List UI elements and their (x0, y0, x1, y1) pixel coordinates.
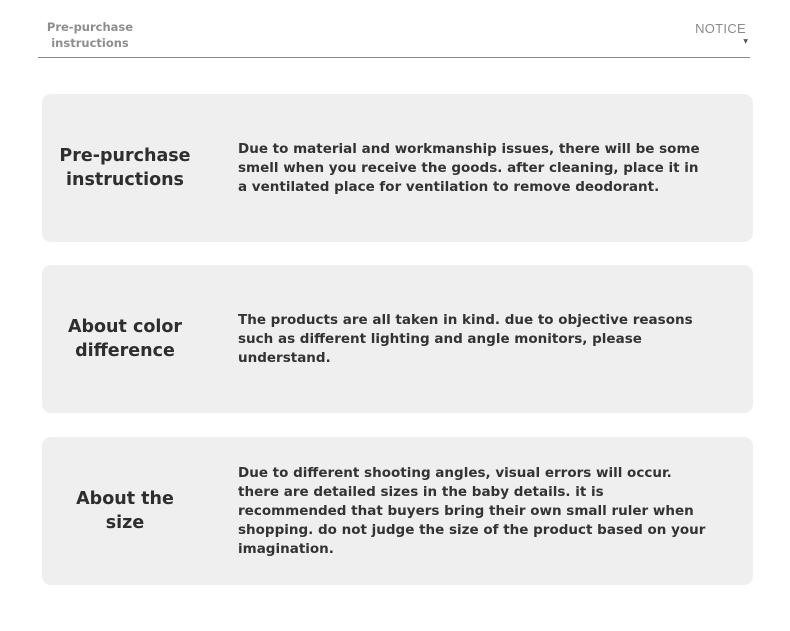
card-about-the-size (42, 437, 753, 585)
card-title-text: Pre-purchase instructions (59, 146, 191, 190)
card-text: Due to material and workmanship issues, there will be some smell when you receive the goods. after cleaning, place it in a ventilated place for ventilation to remove deodorant. (238, 140, 700, 195)
card-title-text: About color difference (67, 317, 183, 361)
triangle-down-icon: ▼ (743, 38, 748, 45)
notice-header (38, 14, 750, 58)
card-title (42, 265, 208, 413)
card-about-color-difference (42, 265, 753, 413)
card-pre-purchase-instructions (42, 94, 753, 242)
header-title: Pre-purchase instructions (46, 20, 134, 50)
card-title (42, 437, 208, 585)
card-title-text: About the size (76, 489, 174, 533)
notice-label: NOTICE (695, 21, 746, 36)
card-text: Due to different shooting angles, visual errors will occur. there are detailed sizes in the baby details. it is recommended that buyers bring their own small ruler when shopping. do not judge the size of the product based on your imagination. (238, 464, 706, 557)
card-title (42, 94, 208, 242)
card-text: The products are all taken in kind. due to objective reasons such as different lighting and angle monitors, please understand. (238, 311, 693, 366)
